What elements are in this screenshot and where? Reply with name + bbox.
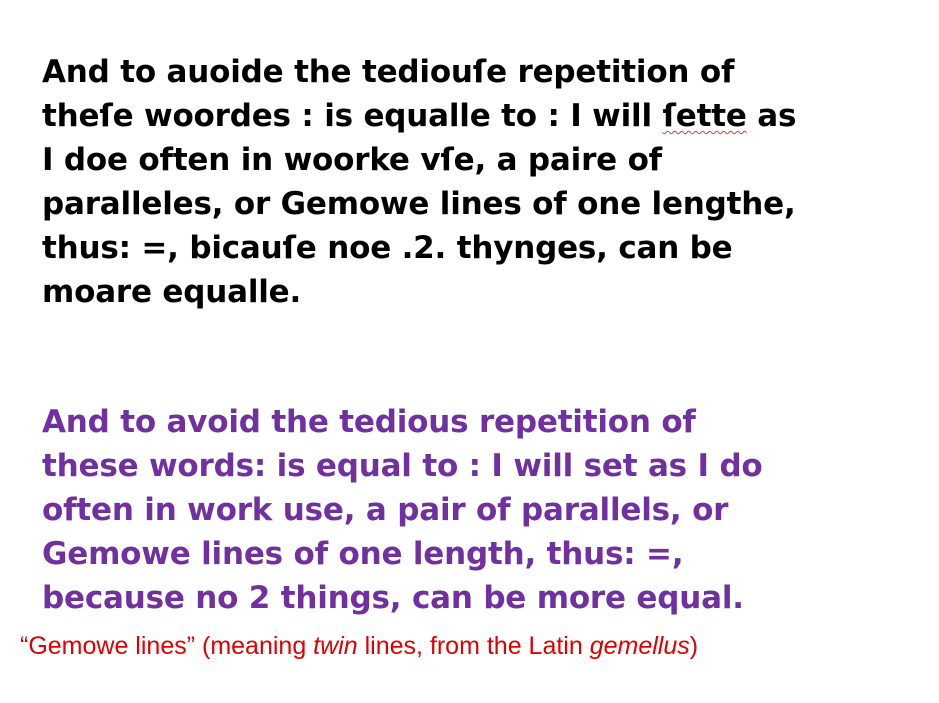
original-line-2-end: as (746, 98, 797, 134)
footnote-gemellus: gemellus (589, 632, 690, 660)
original-line-4: paralleles, or Gemowe lines of one lengthe, (42, 186, 796, 222)
original-line-6: moare equalle. (42, 274, 302, 310)
footnote-part-3: ) (689, 632, 699, 660)
modern-line-5: because no 2 things, can be more equal. (42, 580, 744, 616)
modern-line-2: these words: is equal to : I will set as I do (42, 448, 763, 484)
original-text-block (42, 50, 842, 314)
modern-line-1: And to avoid the tedious repetition of (42, 404, 696, 440)
modern-text-block (42, 400, 842, 620)
footnote (20, 632, 698, 661)
original-line-2 (42, 94, 842, 138)
footnote-twin: twin (313, 632, 358, 660)
original-line-1: And to auoide the tediouſe repetition of (42, 54, 735, 90)
footnote-part-1: “Gemowe lines” (meaning (20, 632, 314, 660)
modern-line-3: often in work use, a pair of parallels, or (42, 492, 729, 528)
spellcheck-flagged-word: ſette (662, 98, 747, 134)
original-line-3: I doe often in woorke vſe, a paire of (42, 142, 662, 178)
original-line-5: thus: =, bicauſe noe .2. thynges, can be (42, 230, 733, 266)
modern-line-4: Gemowe lines of one length, thus: =, (42, 536, 684, 572)
original-line-2-start: theſe woordes : is equalle to : I will (42, 98, 663, 134)
footnote-part-2: lines, from the Latin (357, 632, 590, 660)
